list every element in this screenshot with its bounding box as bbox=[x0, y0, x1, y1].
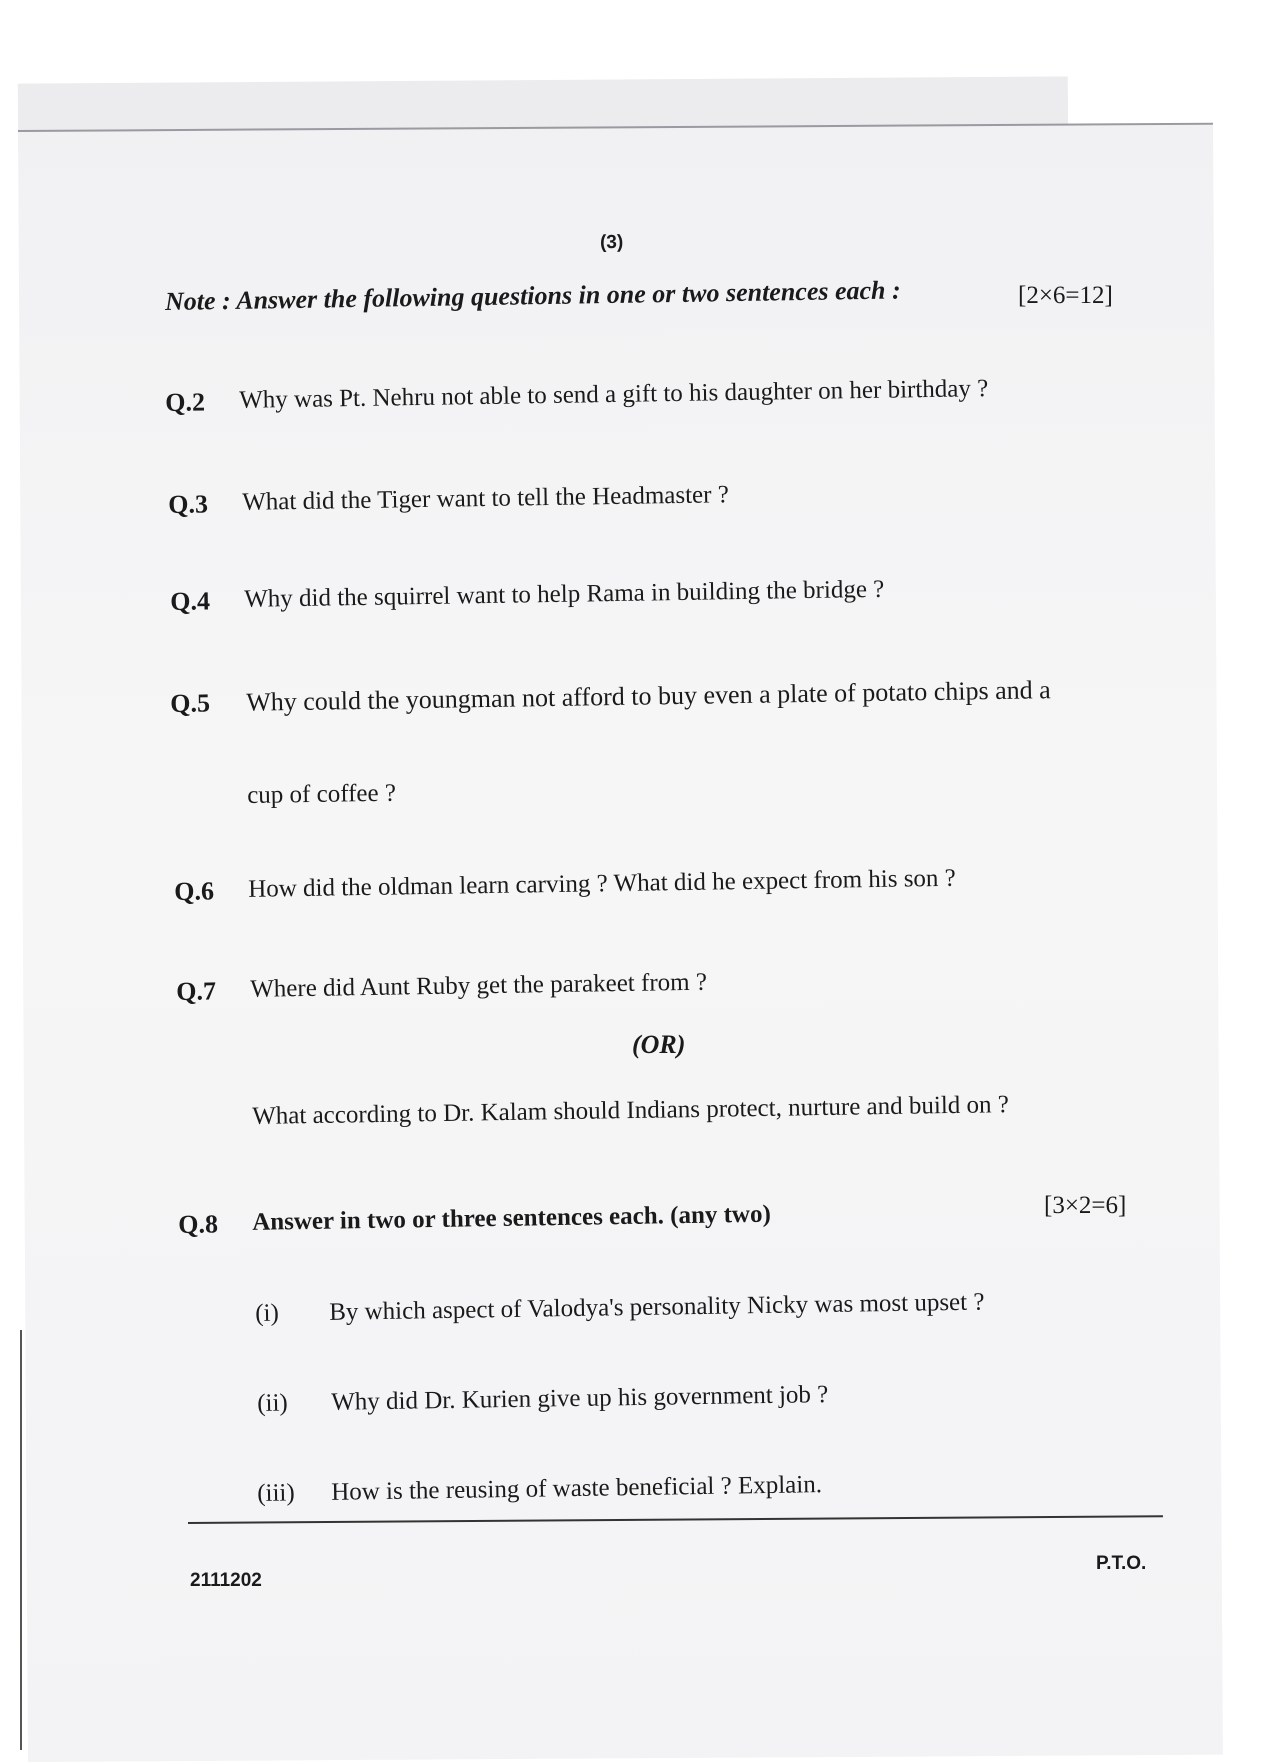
subquestion-number: (i) bbox=[255, 1299, 280, 1327]
question-text: How did the oldman learn carving ? What did he expect from his son ? bbox=[247, 864, 956, 903]
subquestion-text: How is the reusing of waste beneficial ? Explain. bbox=[330, 1471, 823, 1506]
question-number: Q.2 bbox=[165, 387, 206, 417]
question-number: Q.3 bbox=[168, 489, 209, 519]
note-text: Note : Answer the following questions in one or two sentences each : bbox=[164, 275, 901, 316]
question-text-continued: cup of coffee ? bbox=[247, 779, 397, 809]
subquestion-text: By which aspect of Valodya's personality Nicky was most upset ? bbox=[328, 1288, 985, 1326]
question-text-alternative: What according to Dr. Kalam should Indians protect, nurture and build on ? bbox=[252, 1091, 1010, 1130]
section-note bbox=[165, 275, 901, 317]
subquestion-text: Why did Dr. Kurien give up his government job ? bbox=[330, 1381, 829, 1416]
q8-marks: [3×2=6] bbox=[1044, 1192, 1127, 1219]
subquestion-number: (ii) bbox=[257, 1389, 288, 1417]
or-separator: (OR) bbox=[632, 1030, 686, 1059]
question-text: What did the Tiger want to tell the Headmaster ? bbox=[241, 481, 730, 516]
pto-label: P.T.O. bbox=[1096, 1553, 1147, 1574]
question-text: Why did the squirrel want to help Rama in building the bridge ? bbox=[243, 575, 885, 613]
question-number: Q.5 bbox=[170, 688, 211, 718]
footer-divider bbox=[188, 1515, 1163, 1524]
paper-code: 2111202 bbox=[190, 1570, 262, 1591]
question-heading: Answer in two or three sentences each. (any two) bbox=[251, 1200, 772, 1236]
question-number: Q.4 bbox=[170, 586, 211, 616]
question-number: Q.6 bbox=[174, 876, 215, 906]
question-text: Where did Aunt Ruby get the parakeet from ? bbox=[249, 968, 708, 1003]
question-text: Why could the youngman not afford to buy even a plate of potato chips and a bbox=[245, 675, 1051, 717]
question-number: Q.7 bbox=[176, 976, 217, 1006]
question-number: Q.8 bbox=[178, 1209, 219, 1239]
page-number: (3) bbox=[599, 231, 624, 254]
question-text: Why was Pt. Nehru not able to send a gift to his daughter on her birthday ? bbox=[238, 375, 989, 414]
subquestion-number: (iii) bbox=[257, 1479, 295, 1507]
note-marks: [2×6=12] bbox=[1018, 282, 1113, 309]
